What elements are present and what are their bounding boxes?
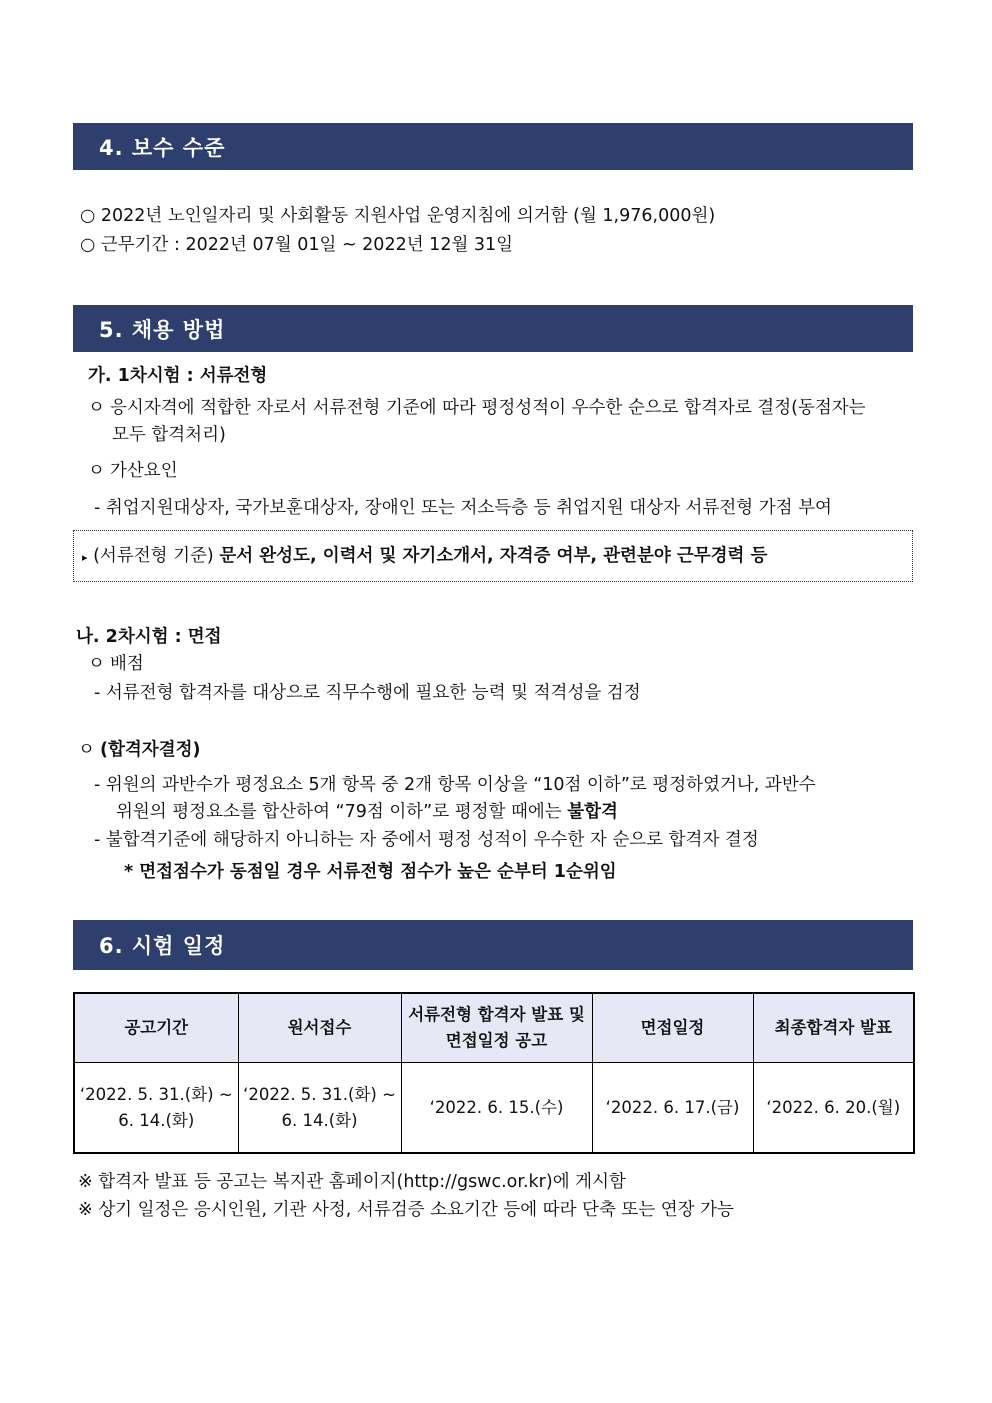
- first-exam-item-1-cont: 모두 합격처리): [112, 425, 226, 445]
- cell-announcement-period: ‘2022. 5. 31.(화) ~ 6. 14.(화): [74, 1063, 238, 1154]
- table-row: [74, 1063, 914, 1154]
- criteria-label: (서류전형 기준): [93, 546, 214, 566]
- first-exam-item-1-text: 응시자격에 적합한 자로서 서류전형 기준에 따라 평정성적이 우수한 순으로 합격자로 결정(동점자는: [110, 398, 866, 418]
- schedule-note-1: ※ 합격자 발표 등 공고는 복지관 홈페이지(http://gswc.or.kr)에 게시함: [78, 1172, 626, 1192]
- section-5-header: [73, 305, 913, 352]
- document-criteria-line: [82, 544, 767, 570]
- schedule-note-2: ※ 상기 일정은 응시인원, 기관 사정, 서류검증 소요기간 등에 따라 단축 또는 연장 가능: [78, 1200, 734, 1220]
- decision-heading: (합격자결정): [100, 740, 201, 760]
- header-interview-schedule: 면접일정: [592, 993, 753, 1063]
- decision-line-1: - 위원의 과반수가 평정요소 5개 항목 중 2개 항목 이상을 “10점 이하”로 평정하였거나, 과반수: [94, 775, 816, 795]
- cell-document-result: ‘2022. 6. 15.(수): [401, 1063, 592, 1154]
- schedule-table: [73, 992, 915, 1154]
- header-final-result: 최종합격자 발표: [753, 993, 914, 1063]
- decision-line-3: - 불합격기준에 해당하지 아니하는 자 중에서 평정 성적이 우수한 자 순으로 합격자 결정: [94, 830, 759, 850]
- section-4-header: [73, 123, 913, 170]
- header-application: 원서접수: [238, 993, 401, 1063]
- first-exam-heading: 가. 1차시험 : 서류전형: [88, 366, 268, 386]
- first-exam-item-1: [88, 396, 866, 420]
- section-6-header: [73, 920, 913, 970]
- cell-interview-schedule: ‘2022. 6. 17.(금): [592, 1063, 753, 1154]
- decision-line-2: [116, 800, 618, 824]
- salary-line: ○ 2022년 노인일자리 및 사회활동 지원사업 운영지침에 의거함 (월 1,976,000원): [80, 206, 716, 226]
- interview-tie-note: * 면접점수가 동점일 경우 서류전형 점수가 높은 순부터 1순위임: [124, 862, 617, 882]
- second-exam-heading: 나. 2차시험 : 면접: [76, 627, 222, 647]
- bonus-factors-label: 가산요인: [110, 461, 178, 481]
- section-4-title: 4. 보수 수준: [99, 135, 226, 160]
- cell-final-result: ‘2022. 6. 20.(월): [753, 1063, 914, 1154]
- decision-heading-line: [78, 738, 201, 762]
- criteria-text: 문서 완성도, 이력서 및 자기소개서, 자격증 여부, 관련분야 근무경력 등: [219, 546, 768, 566]
- bullet-circle-icon: ㅇ: [78, 740, 95, 760]
- scoring-detail: - 서류전형 합격자를 대상으로 직무수행에 필요한 능력 및 적격성을 검정: [94, 683, 641, 703]
- scoring-label: 배점: [110, 654, 144, 674]
- triangle-right-icon: ▸: [82, 551, 88, 564]
- section-6-title: 6. 시험 일정: [99, 934, 226, 958]
- bullet-circle-icon: ㅇ: [88, 461, 105, 481]
- header-document-result: 서류전형 합격자 발표 및 면접일정 공고: [401, 993, 592, 1063]
- second-exam-item-1: [88, 652, 144, 676]
- decision-line-2-text: 위원의 평정요소를 합산하여 “79점 이하”로 평정할 때에는: [116, 802, 568, 822]
- bullet-circle-icon: ㅇ: [88, 654, 105, 674]
- bonus-factors-detail: - 취업지원대상자, 국가보훈대상자, 장애인 또는 저소득층 등 취업지원 대상자 서류전형 가점 부여: [94, 498, 832, 518]
- section-5-title: 5. 채용 방법: [99, 317, 226, 342]
- fail-label: 불합격: [567, 802, 618, 822]
- table-header-row: [74, 993, 914, 1063]
- header-announcement-period: 공고기간: [74, 993, 238, 1063]
- document-criteria-box: [73, 530, 913, 582]
- work-period-line: ○ 근무기간 : 2022년 07월 01일 ~ 2022년 12월 31일: [80, 235, 514, 255]
- cell-application: ‘2022. 5. 31.(화) ~ 6. 14.(화): [238, 1063, 401, 1154]
- bullet-circle-icon: ㅇ: [88, 398, 105, 418]
- first-exam-item-2: [88, 459, 178, 483]
